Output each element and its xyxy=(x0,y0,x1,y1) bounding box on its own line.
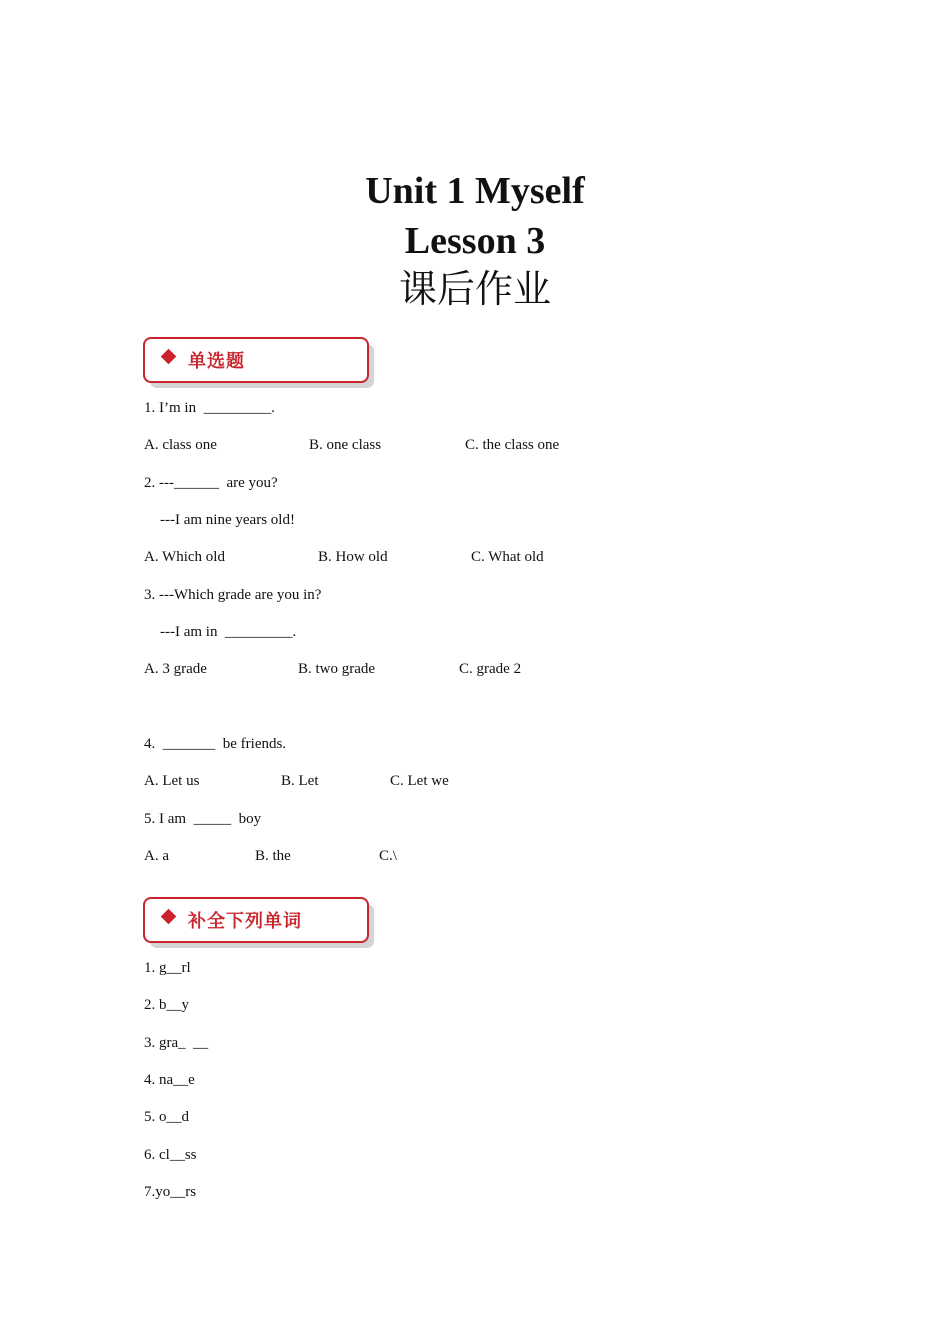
question-2-option-b: B. How old xyxy=(318,549,388,565)
question-1-option-c: C. the class one xyxy=(465,437,560,453)
question-3-option-a: A. 3 grade xyxy=(144,661,207,677)
question-2-option-c: C. What old xyxy=(471,549,544,565)
question-4-option-c: C. Let we xyxy=(390,773,449,789)
question-3-stem: 3. ---Which grade are you in? xyxy=(144,587,322,603)
question-2-stem: 2. ---______ are you? xyxy=(144,475,278,491)
section-label: 补全下列单词 xyxy=(188,911,302,932)
word-item-1: 1. g__rl xyxy=(144,960,191,976)
word-item-7: 7.yo__rs xyxy=(144,1184,197,1200)
section-header-single-choice xyxy=(143,337,369,383)
title-lesson: Lesson 3 xyxy=(404,220,546,262)
question-1-option-b: B. one class xyxy=(309,437,382,453)
question-3-answer-line: ---I am in _________. xyxy=(160,624,297,640)
question-3-option-b: B. two grade xyxy=(298,661,376,677)
question-1-option-a: A. class one xyxy=(144,437,217,453)
diamond-icon xyxy=(161,349,177,365)
question-1-stem: 1. I’m in _________. xyxy=(144,400,275,416)
question-2-answer-line: ---I am nine years old! xyxy=(160,512,295,528)
question-4-stem: 4. _______ be friends. xyxy=(144,736,287,752)
question-5-option-b: B. the xyxy=(255,848,291,864)
word-item-2: 2. b__y xyxy=(144,997,189,1013)
word-item-5: 5. o__d xyxy=(144,1109,189,1125)
word-item-4: 4. na__e xyxy=(144,1072,195,1088)
question-2-option-a: A. Which old xyxy=(144,549,225,565)
question-4-option-b: B. Let xyxy=(281,773,319,789)
word-item-6: 6. cl__ss xyxy=(144,1147,197,1163)
question-5-stem: 5. I am _____ boy xyxy=(144,811,262,827)
word-item-3: 3. gra_ __ xyxy=(144,1035,209,1051)
title-homework: 课后作业 xyxy=(398,267,551,311)
title-unit: Unit 1 Myself xyxy=(365,170,585,212)
question-5-option-a: A. a xyxy=(144,848,169,864)
section-label: 单选题 xyxy=(188,351,245,372)
section-header-fill-words xyxy=(143,897,369,943)
diamond-icon xyxy=(161,909,177,925)
question-5-option-c: C.\ xyxy=(379,848,397,864)
question-3-option-c: C. grade 2 xyxy=(459,661,522,677)
question-4-option-a: A. Let us xyxy=(144,773,200,789)
